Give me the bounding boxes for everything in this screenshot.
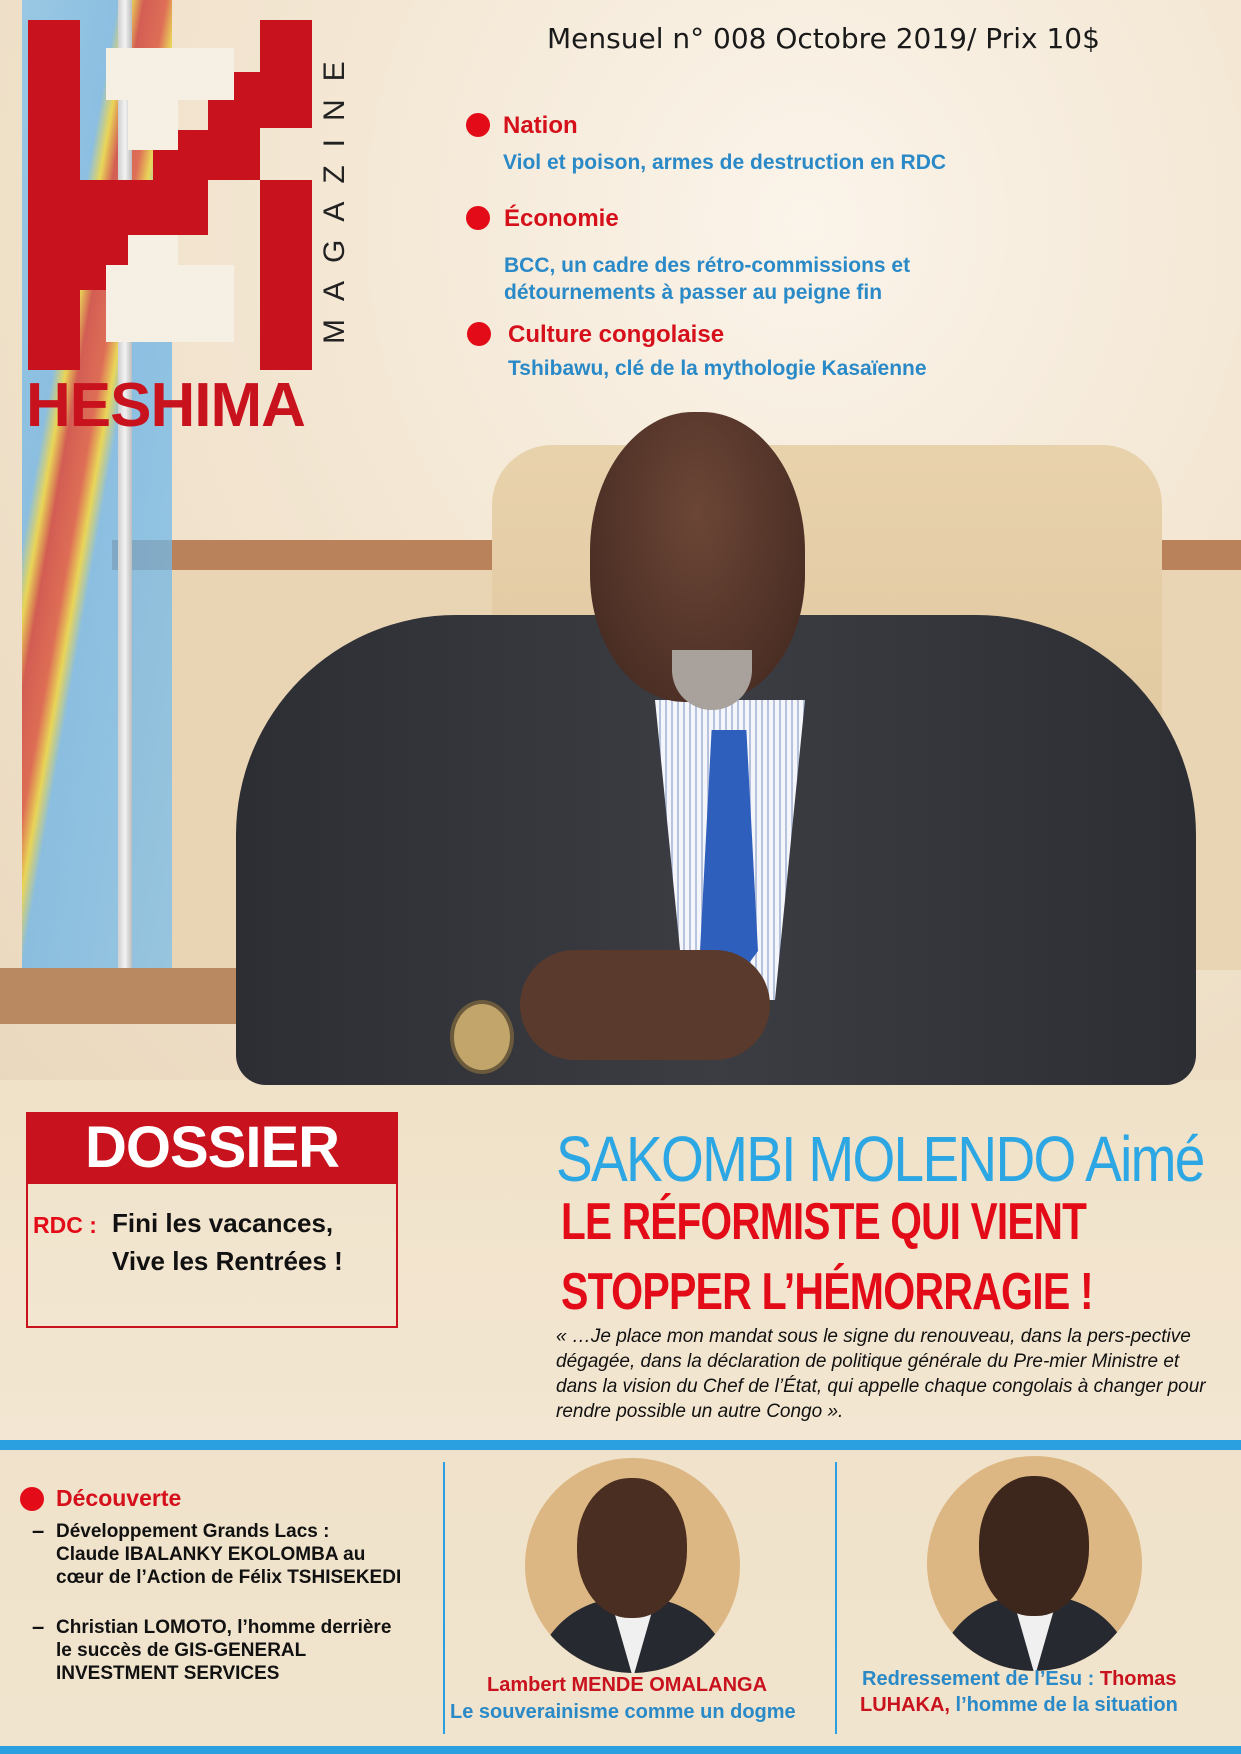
portrait1-name[interactable]: Lambert MENDE OMALANGA bbox=[487, 1674, 768, 1696]
portrait2-name-2: LUHAKA, bbox=[860, 1694, 950, 1716]
discovery-item-2-line-1[interactable]: Christian LOMOTO, l’homme derrière bbox=[56, 1617, 392, 1638]
discovery-item-1-line-2[interactable]: Claude IBALANKY EKOLOMBA au bbox=[56, 1544, 366, 1565]
heshima-h-logo-icon bbox=[28, 20, 312, 370]
portrait2-caption: l’homme de la situation bbox=[950, 1694, 1178, 1716]
dossier-line-2: Vive les Rentrées ! bbox=[112, 1246, 343, 1276]
headline-line-2: STOPPER L’HÉMORRAGIE ! bbox=[561, 1263, 1093, 1321]
dossier-title: DOSSIER bbox=[26, 1112, 398, 1184]
bullet-dot-icon bbox=[20, 1487, 44, 1511]
portrait-face bbox=[577, 1478, 687, 1618]
section-nation-text[interactable]: Viol et poison, armes de destruction en RDC bbox=[503, 151, 947, 174]
section-culture-text[interactable]: Tshibawu, clé de la mythologie Kasaïenne bbox=[508, 357, 927, 380]
section-economie-text-1[interactable]: BCC, un cadre des rétro-commissions et bbox=[504, 254, 911, 277]
portrait-thomas-luhaka[interactable] bbox=[927, 1456, 1142, 1671]
dossier-box[interactable] bbox=[26, 1112, 398, 1328]
discovery-item-2-line-3[interactable]: INVESTMENT SERVICES bbox=[56, 1663, 280, 1684]
discovery-item-1-line-1[interactable]: Développement Grands Lacs : bbox=[56, 1521, 330, 1542]
section-nation-title[interactable]: Nation bbox=[503, 112, 578, 139]
cover-person-hands bbox=[520, 950, 770, 1060]
discovery-item-2-line-2[interactable]: le succès de GIS-GENERAL bbox=[56, 1640, 307, 1661]
dash-icon: – bbox=[32, 1614, 45, 1639]
column-divider bbox=[443, 1462, 445, 1734]
portrait-lambert-mende[interactable] bbox=[525, 1458, 740, 1673]
portrait2-caption-line-1[interactable] bbox=[862, 1668, 1177, 1691]
wristwatch-icon bbox=[450, 1000, 514, 1074]
column-divider bbox=[835, 1462, 837, 1734]
issue-line: Mensuel n° 008 Octobre 2019/ Prix 10$ bbox=[547, 22, 1100, 55]
bullet-dot-icon bbox=[466, 113, 490, 137]
divider-rule bbox=[0, 1440, 1241, 1450]
dash-icon: – bbox=[32, 1518, 45, 1543]
dossier-label: RDC : bbox=[33, 1212, 97, 1238]
bullet-dot-icon bbox=[466, 206, 490, 230]
section-culture-title[interactable]: Culture congolaise bbox=[508, 321, 725, 348]
bottom-rule bbox=[0, 1746, 1241, 1754]
magazine-word: MAGAZINE bbox=[318, 43, 351, 345]
section-economie-text-2[interactable]: détournements à passer au peigne fin bbox=[504, 281, 883, 304]
cover-name: SAKOMBI MOLENDO Aimé bbox=[556, 1123, 1204, 1195]
bullet-dot-icon bbox=[467, 322, 491, 346]
portrait1-caption[interactable]: Le souverainisme comme un dogme bbox=[450, 1701, 796, 1723]
headline-line-1: LE RÉFORMISTE QUI VIENT bbox=[561, 1193, 1087, 1251]
section-economie-title[interactable]: Économie bbox=[504, 205, 619, 232]
brand-name: HESHIMA bbox=[26, 371, 305, 440]
portrait2-name: Thomas bbox=[1099, 1668, 1177, 1690]
portrait2-caption-line-2[interactable] bbox=[860, 1694, 1178, 1717]
discovery-item-1-line-3[interactable]: cœur de l’Action de Félix TSHISEKEDI bbox=[56, 1567, 402, 1588]
dossier-line-1: Fini les vacances, bbox=[112, 1208, 334, 1238]
cover-quote: « …Je place mon mandat sous le signe du renouveau, dans la pers-pective dégagée, dans la déclaration de politique générale du Pre-mier Ministre et dans la vision du Chef de l’État, qui appelle chaque congolais à changer pour rendre possible un autre Congo ». bbox=[556, 1326, 1206, 1422]
portrait2-lead: Redressement de l’Esu : bbox=[862, 1668, 1100, 1690]
portrait-face bbox=[979, 1476, 1089, 1616]
discovery-title[interactable]: Découverte bbox=[56, 1485, 182, 1511]
